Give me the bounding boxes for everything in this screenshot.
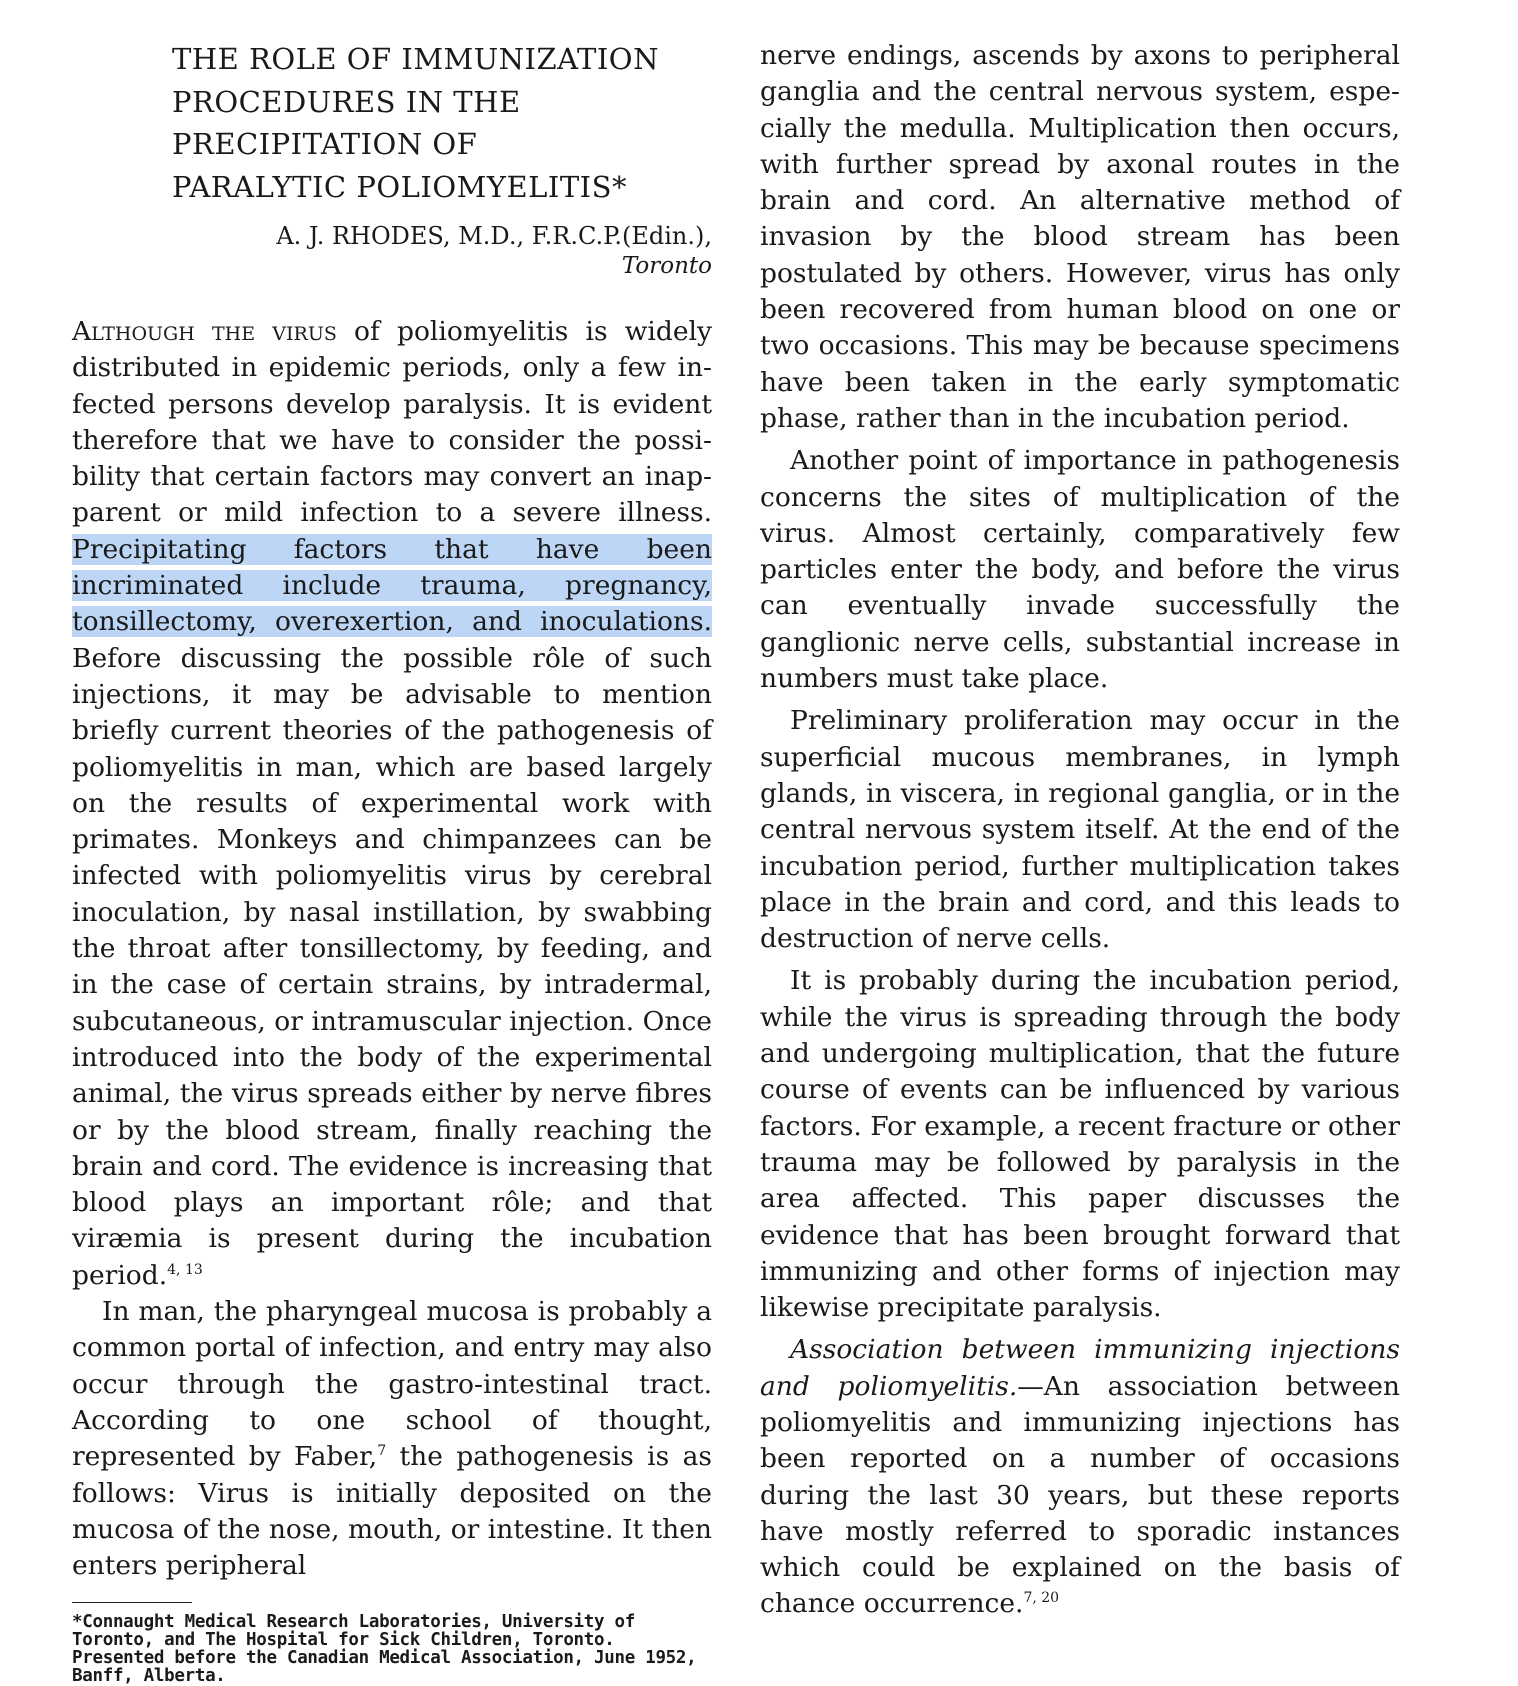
footnote-divider [72,1602,192,1603]
paragraph-text: —An association between poliomyelitis and immunizing injections has been reported on a number of occasions during the last 30 years, but these reports have mostly referred to sporadic instances which could be explained on the basis of chance occurrence. [760,1370,1400,1620]
pathogenesis-paragraph [72,1294,712,1584]
paragraph: Preliminary proliferation may occur in the superficial mucous membranes, in lymph glands, in viscera, in regional ganglia, or in the central nervous system itself. At the end of the incubation period, further multiplication takes place in the brain and cord, and this leads to destruction of nerve cells. [760,705,1400,955]
left-column [72,38,712,1685]
paragraph: It is probably during the incubation period, while the virus is spreading through the body and undergoing multiplication, that the future course of events can be influenced by various factors. For example, a recent fracture or other trauma may be followed by paralysis in the area affected. This paper discusses the evidence that has been brought forward that immunizing and other forms of injection may likewise precipitate paralysis. [760,965,1400,1324]
paragraph-text: of poliomyelitis is widely distributed in epidemic periods, only a few infected persons develop paralysis. It is evident therefore that we have to consider the possibility that certain factors may convert an inapparent or mild infection to a severe illness. [72,316,713,529]
author-location: Toronto [621,253,712,279]
section-paragraph [760,1332,1400,1622]
section-heading: Association between immunizing injections and poliomyelitis. [760,1334,1400,1402]
title-line: PARALYTIC POLIOMYELITIS* [172,169,627,204]
intro-paragraph [72,314,712,1294]
highlighted-text[interactable]: Precipitating factors that have been incriminated include trauma, pregnancy, tonsillectomy, overexertion, and inoculations. [72,533,712,638]
title-line: PRECIPITATION OF [172,127,478,161]
footnote: *Connaught Medical Research Laboratories, University of Toronto, and The Hospital for Sick Children, Toronto. Presented before the Canadian Medical Association, June 1952, Banff, Alberta. [72,1612,697,1686]
lead-in: Although the virus [72,316,337,347]
paragraph-text: the pathogenesis is as follows: Virus is initially deposited on the mucosa of the nose, mouth, or intestine. It then enters peripheral [72,1441,712,1582]
article-title [172,38,712,280]
title-line: THE ROLE OF IMMUNIZATION [172,42,659,76]
paragraph: Another point of importance in pathogenesis concerns the sites of multiplication of the virus. Almost certainly, comparatively few particles enter the body, and before the virus can eventually invade successfully the ganglionic nerve cells, substantial increase in numbers must take place. [760,445,1400,695]
author-line: A. J. RHODES, M.D., F.R.C.P.(Edin.), [276,222,712,250]
reference-marker: 7 [377,1443,387,1460]
paragraph-text: In man, the pharyngeal mucosa is probably a common portal of infection, and entry may also occur through the gastro-intestinal tract. According to one school of thought, represented by Faber, [72,1296,712,1473]
paragraph-text: Before discussing the possible rôle of such injections, it may be advisable to mention briefly current theories of the pathogenesis of poliomyelitis in man, which are based largely on the results of experimental work with primates. Monkeys and chimpanzees can be infected with poliomyelitis virus by cerebral inoculation, by nasal instillation, by swabbing the throat after tonsillectomy, by feeding, and in the case of certain strains, by intradermal, subcutaneous, or intramuscular injection. Once introduced into the body of the experimental animal, the virus spreads either by nerve fibres or by the blood stream, finally reaching the brain and cord. The evidence is increasing that blood plays an important rôle; and that viræmia is present during the incubation period. [72,642,712,1291]
reference-marker: 4, 13 [167,1261,203,1278]
right-column [760,38,1400,1623]
reference-marker: 7, 20 [1023,1590,1060,1607]
title-line: PROCEDURES IN THE [172,84,521,119]
continued-paragraph: nerve endings, ascends by axons to peripheral ganglia and the central nervous system, especially the medulla. Multiplication then occurs, with further spread by axonal routes in the brain and cord. An alternative method of invasion by the blood stream has been postulated by others. However, virus has only been recovered from human blood on one or two occasions. This may be because specimens have been taken in the early symptomatic phase, rather than in the incubation period. [760,40,1400,434]
